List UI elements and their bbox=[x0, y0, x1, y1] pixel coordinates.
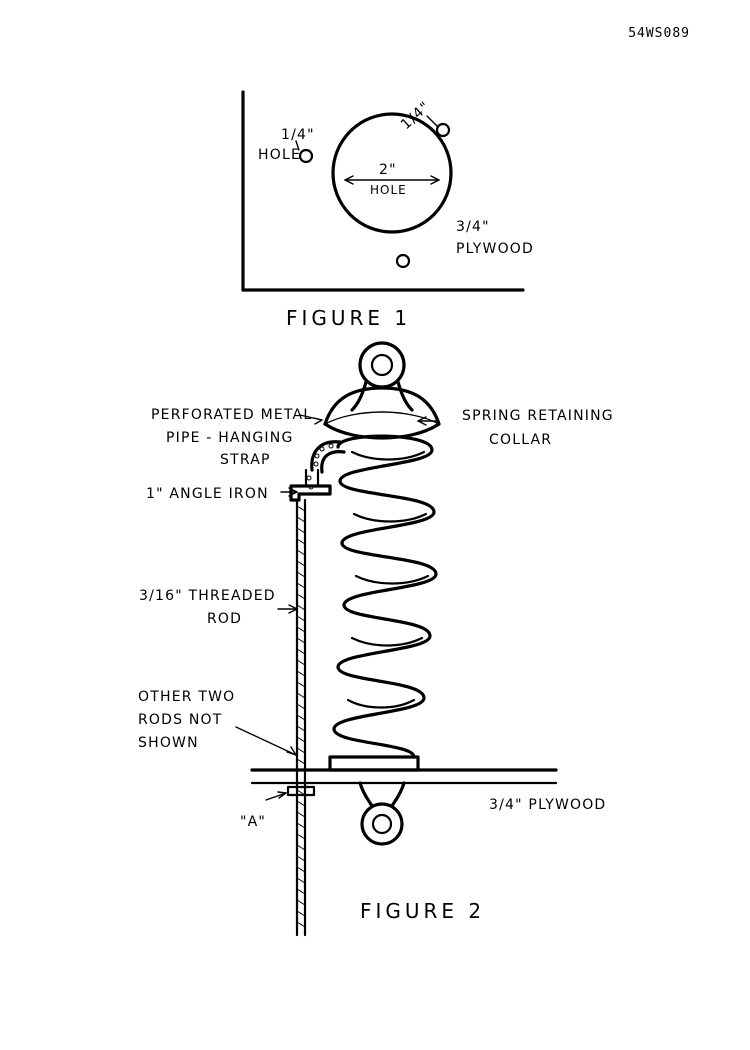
label-quarter-hole-word: HOLE bbox=[258, 147, 301, 163]
bottom-eye-shank-left bbox=[360, 783, 372, 806]
leader-point-a bbox=[266, 793, 286, 800]
top-eye-shank-right bbox=[398, 382, 412, 410]
angle-iron-bracket bbox=[291, 486, 330, 500]
spring-coil-5 bbox=[334, 667, 424, 729]
spring-inner-1 bbox=[352, 452, 424, 460]
leader-strap-arrow bbox=[314, 418, 322, 424]
spring-coil-4 bbox=[338, 605, 430, 667]
quarter-hole-bottom bbox=[397, 255, 409, 267]
label-plywood-fig2: 3/4" PLYWOOD bbox=[489, 797, 607, 813]
label-other-rods-line3: SHOWN bbox=[138, 735, 199, 751]
quarter-hole-left bbox=[300, 150, 312, 162]
label-strap-line3: STRAP bbox=[220, 452, 271, 468]
coil-spring bbox=[334, 436, 436, 757]
top-eye-shank-left bbox=[352, 382, 366, 410]
label-center-hole-word: HOLE bbox=[370, 183, 407, 197]
label-other-rods-line1: OTHER TWO bbox=[138, 689, 236, 705]
label-collar-line1: SPRING RETAINING bbox=[462, 408, 614, 424]
label-point-a: "A" bbox=[240, 814, 267, 830]
label-plywood-thickness: 3/4" bbox=[456, 219, 490, 235]
label-strap-line1: PERFORATED METAL bbox=[151, 407, 313, 423]
rod-nut-a bbox=[288, 787, 314, 795]
spring-inner-2 bbox=[354, 514, 426, 522]
label-plywood-word: PLYWOOD bbox=[456, 241, 534, 257]
label-strap-line2: PIPE - HANGING bbox=[166, 430, 294, 446]
quarter-hole-leader bbox=[427, 116, 437, 126]
quarter-hole-upper-right bbox=[437, 124, 449, 136]
label-collar-line2: COLLAR bbox=[489, 432, 553, 448]
label-quarter-hole-size: 1/4" bbox=[281, 127, 315, 143]
label-quarter-hole-upper-right: 1/4" bbox=[397, 98, 434, 133]
figure-2-group bbox=[138, 343, 614, 935]
label-angle-iron: 1" ANGLE IRON bbox=[146, 486, 269, 502]
spring-coil-3 bbox=[342, 543, 436, 605]
figure-1-group bbox=[243, 92, 534, 330]
leader-other-rods bbox=[236, 727, 296, 755]
spring-coil-2 bbox=[340, 481, 434, 543]
spring-inner-4 bbox=[352, 638, 422, 646]
figure-2-title: FIGURE 2 bbox=[360, 899, 486, 923]
label-center-hole-size: 2" bbox=[379, 162, 397, 178]
top-eye-loop-inner bbox=[372, 355, 392, 375]
label-rod-line2: ROD bbox=[207, 611, 243, 627]
document-id: 54WS089 bbox=[628, 26, 690, 41]
threaded-rod-threads bbox=[297, 506, 305, 927]
spring-inner-5 bbox=[348, 700, 414, 708]
pipe-hanging-strap-inner bbox=[322, 452, 344, 472]
bottom-eye-loop-inner bbox=[373, 815, 391, 833]
figure-1-title: FIGURE 1 bbox=[286, 306, 412, 330]
label-rod-line1: 3/16" THREADED bbox=[139, 588, 276, 604]
bottom-eye-shank-right bbox=[392, 783, 404, 806]
label-other-rods-line2: RODS NOT bbox=[138, 712, 223, 728]
spring-coil-6 bbox=[334, 729, 414, 757]
spring-inner-3 bbox=[356, 576, 428, 584]
spring-base-plate bbox=[330, 757, 418, 770]
